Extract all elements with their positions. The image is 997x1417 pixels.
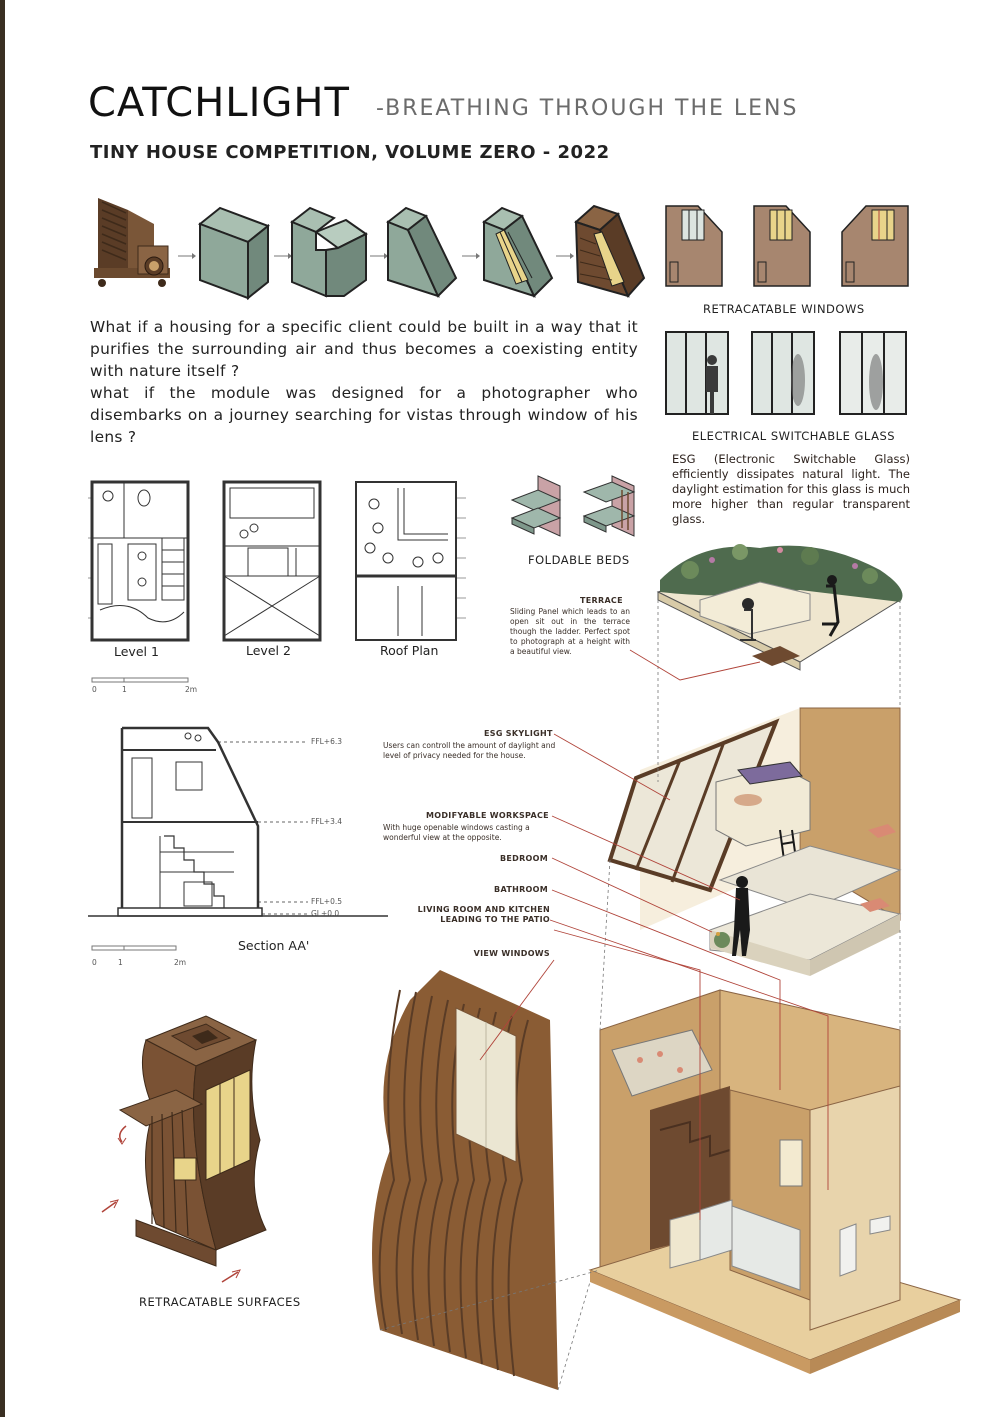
- massing-box-3: [388, 208, 456, 296]
- level-ffl-3-4: FFL+3.4: [311, 817, 343, 826]
- page-edge: [0, 0, 5, 1417]
- skylight-annotation-title: ESG SKYLIGHT: [484, 729, 553, 738]
- level-ffl-0-5: FFL+0.5: [311, 897, 343, 906]
- upper-level-layer: [610, 708, 900, 976]
- terrace-annotation-body: Sliding Panel which leads to an open sit out in the terrace though the ladder. Perfect spot to photograph at a height with a beautiful view.: [510, 607, 630, 656]
- plan-roof-label: Roof Plan: [380, 643, 439, 658]
- workspace-annotation-title: MODIFYABLE WORKSPACE: [426, 811, 549, 820]
- skylight-annotation-body: Users can controll the amount of daylight and level of privacy needed for the house.: [383, 741, 556, 760]
- plan-level-2-label: Level 2: [246, 643, 291, 658]
- window-elevation-open: [842, 206, 908, 286]
- massing-box-final-wood: [576, 206, 644, 296]
- bed-unfolded: [584, 476, 634, 536]
- esg-description: ESG (Electronic Switchable Glass) efficiently dissipates natural light. The daylight estimation for this glass is much more higher than regular transparent glass.: [672, 452, 910, 526]
- page-subtitle: -BREATHING THROUGH THE LENS: [376, 96, 799, 121]
- terrace-annotation-title: TERRACE: [580, 596, 623, 605]
- lower-level-layer: [590, 990, 960, 1374]
- massing-box-1: [200, 208, 268, 298]
- plan-scale-bar: [92, 678, 188, 682]
- section-scale-0: 0: [92, 958, 97, 967]
- living-annotation-line1: LIVING ROOM AND KITCHEN: [417, 905, 550, 914]
- section-scale-1: 1: [118, 958, 123, 967]
- intro-text: [90, 316, 638, 448]
- view-windows-wall: [372, 970, 558, 1390]
- intro-paragraph-1: What if a housing for a specific client could be built in a way that it purifies the surrounding air and thus becomes a coexisting entity with nature itself ?: [90, 318, 638, 380]
- foldable-beds-label: FOLDABLE BEDS: [528, 553, 630, 567]
- glass-panel-frosted: [752, 332, 814, 414]
- plan-scale-1: 1: [122, 685, 127, 694]
- glass-panel-opaque: [840, 332, 906, 414]
- vintage-camera-illustration: [94, 198, 170, 287]
- level-gl-0-0: GL+0.0: [311, 909, 340, 918]
- window-elevation-half: [754, 206, 810, 286]
- plan-level-1-label: Level 1: [114, 644, 159, 659]
- workspace-annotation-body: With huge openable windows casting a wonderful view at the opposite.: [383, 823, 530, 842]
- exploded-axonometric: [340, 530, 980, 1410]
- retractable-windows-diagram: [662, 198, 912, 290]
- view-windows-annotation: VIEW WINDOWS: [473, 949, 550, 958]
- section-scale-bar: [92, 946, 176, 950]
- intro-paragraph-2: what if the module was designed for a photographer who disembarks on a journey searching for vistas through window of his lens ?: [90, 384, 638, 446]
- concept-evolution-diagram: [88, 188, 648, 306]
- switchable-glass-diagram: [664, 330, 914, 416]
- retractable-surfaces-axonometric: [96, 1010, 336, 1290]
- section-scale-2: 2m: [174, 958, 187, 967]
- massing-box-2: [292, 208, 366, 296]
- bathroom-annotation: BATHROOM: [494, 885, 548, 894]
- plan-level-2: [224, 482, 320, 640]
- retractable-windows-label: RETRACATABLE WINDOWS: [703, 302, 865, 316]
- window-elevation-closed: [666, 206, 722, 286]
- bedroom-annotation: BEDROOM: [499, 854, 548, 863]
- living-annotation-line2: LEADING TO THE PATIO: [440, 915, 550, 924]
- esg-label: ELECTRICAL SWITCHABLE GLASS: [692, 429, 896, 443]
- retractable-surfaces-label: RETRACATABLE SURFACES: [139, 1295, 301, 1309]
- terrace-layer: [658, 544, 903, 670]
- competition-heading: TINY HOUSE COMPETITION, VOLUME ZERO - 2022: [90, 142, 610, 163]
- page-title: CATCHLIGHT: [88, 80, 350, 126]
- plan-level-1: [88, 482, 188, 640]
- level-ffl-6-3: FFL+6.3: [311, 737, 343, 746]
- glass-panel-clear: [666, 332, 728, 414]
- bed-folded: [512, 476, 560, 536]
- section-label: Section AA': [238, 938, 310, 953]
- plan-scale-2: 2m: [185, 685, 198, 694]
- plan-scale-0: 0: [92, 685, 97, 694]
- massing-box-4: [484, 208, 552, 296]
